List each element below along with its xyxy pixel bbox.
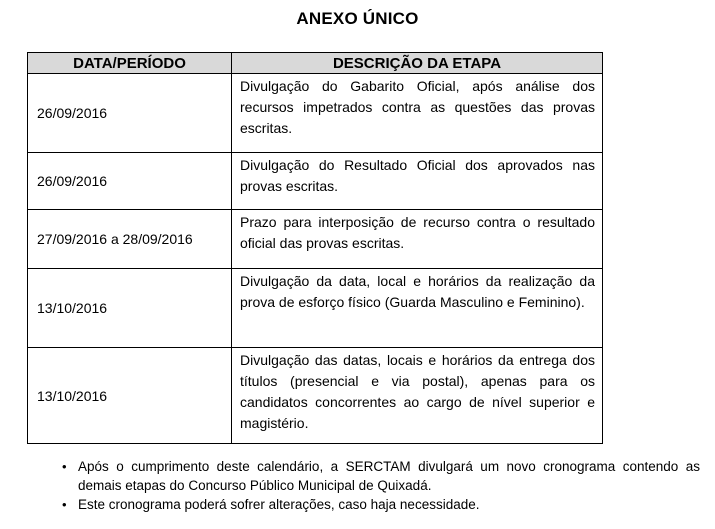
note-text: Após o cumprimento deste calendário, a SERCTAM divulgará um novo cronograma contendo as demais etapas do Concurso Público Municipal de Quixadá. [78, 459, 700, 493]
description-cell: Divulgação do Resultado Oficial dos aprovados nas provas escritas. [232, 153, 603, 210]
description-cell: Prazo para interposição de recurso contra o resultado oficial das provas escritas. [232, 210, 603, 269]
bullet-icon: • [62, 459, 67, 474]
table-row [28, 153, 603, 210]
footnotes-list [62, 457, 700, 514]
column-header-description: DESCRIÇÃO DA ETAPA [232, 53, 603, 74]
column-header-date: DATA/PERÍODO [28, 53, 232, 74]
table-row [28, 269, 603, 348]
description-cell: Divulgação das datas, locais e horários da entrega dos títulos (presencial e via postal), apenas para os candidatos concorrentes ao cargo de nível superior e magistério. [232, 348, 603, 444]
page-title: ANEXO ÚNICO [296, 9, 419, 28]
note-text: Este cronograma poderá sofrer alterações, caso haja necessidade. [78, 497, 480, 512]
schedule-table [27, 52, 603, 444]
list-item [62, 457, 700, 495]
description-cell: Divulgação da data, local e horários da realização da prova de esforço físico (Guarda Masculino e Feminino). [232, 269, 603, 348]
bullet-icon: • [62, 497, 67, 512]
list-item [62, 495, 700, 514]
date-cell: 13/10/2016 [28, 269, 232, 348]
description-cell: Divulgação do Gabarito Oficial, após análise dos recursos impetrados contra as questões das provas escritas. [232, 74, 603, 153]
date-cell: 26/09/2016 [28, 74, 232, 153]
table-row [28, 210, 603, 269]
table-row [28, 348, 603, 444]
date-cell: 27/09/2016 a 28/09/2016 [28, 210, 232, 269]
date-cell: 26/09/2016 [28, 153, 232, 210]
date-cell: 13/10/2016 [28, 348, 232, 444]
table-header-row [28, 53, 603, 74]
table-row [28, 74, 603, 153]
